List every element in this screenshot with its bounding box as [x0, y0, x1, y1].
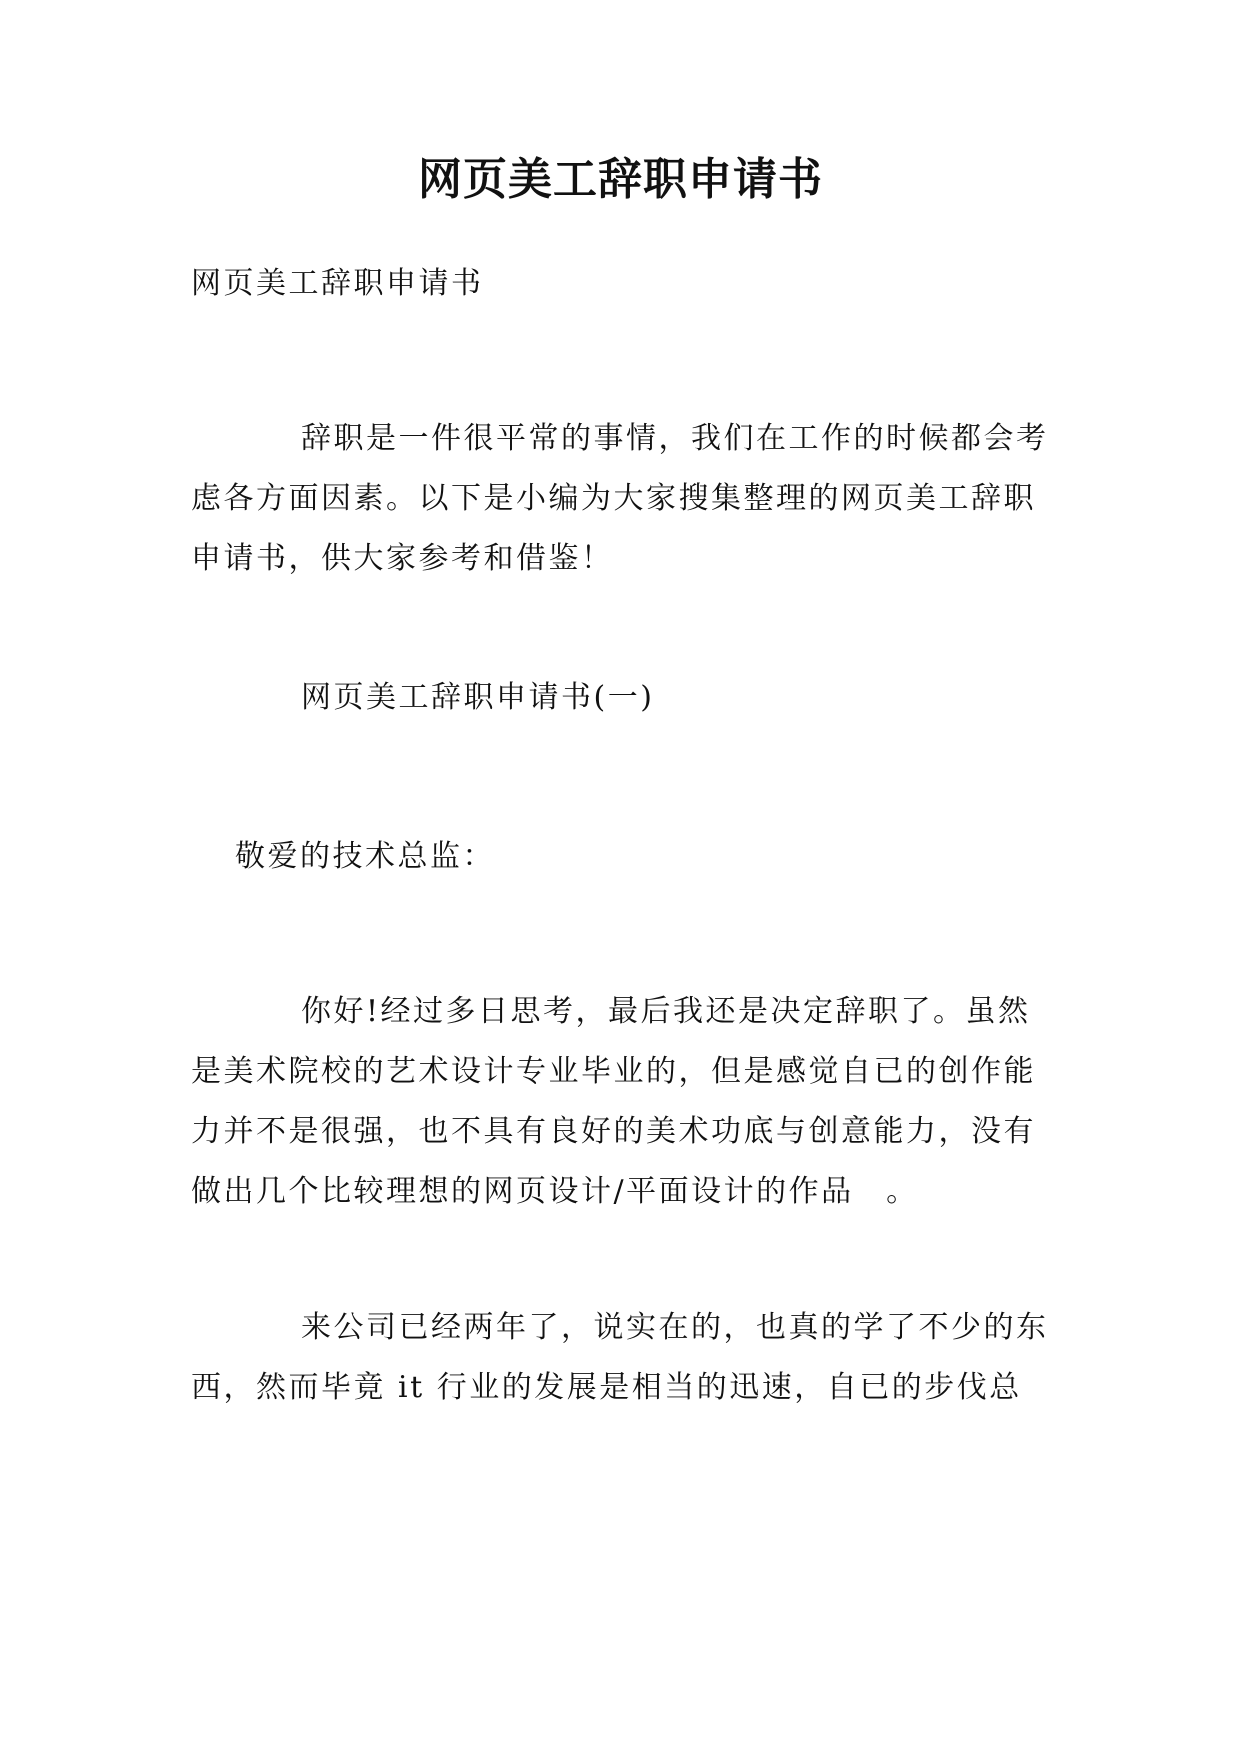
body-paragraph-1: 你好!经过多日思考，最后我还是决定辞职了。虽然是美术院校的艺术设计专业毕业的，但是感觉自已的创作能力并不是很强，也不具有良好的美术功底与创意能力，没有做出几个比较理想的网页设计/平面设计的作品 。: [191, 994, 1036, 1209]
body-paragraph-2: 来公司已经两年了，说实在的，也真的学了不少的东西，然而毕竟 it 行业的发展是相当的迅速，自已的步伐总: [191, 1310, 1049, 1405]
document-title: 网页美工辞职申请书: [418, 154, 823, 205]
section-heading: 网页美工辞职申请书(一): [301, 680, 655, 715]
intro-paragraph: 辞职是一件很平常的事情，我们在工作的时候都会考虑各方面因素。以下是小编为大家搜集整理的网页美工辞职申请书，供大家参考和借鉴！: [191, 421, 1049, 576]
document-subtitle: 网页美工辞职申请书: [191, 266, 484, 301]
salutation: 敬爱的技术总监：: [235, 839, 495, 874]
